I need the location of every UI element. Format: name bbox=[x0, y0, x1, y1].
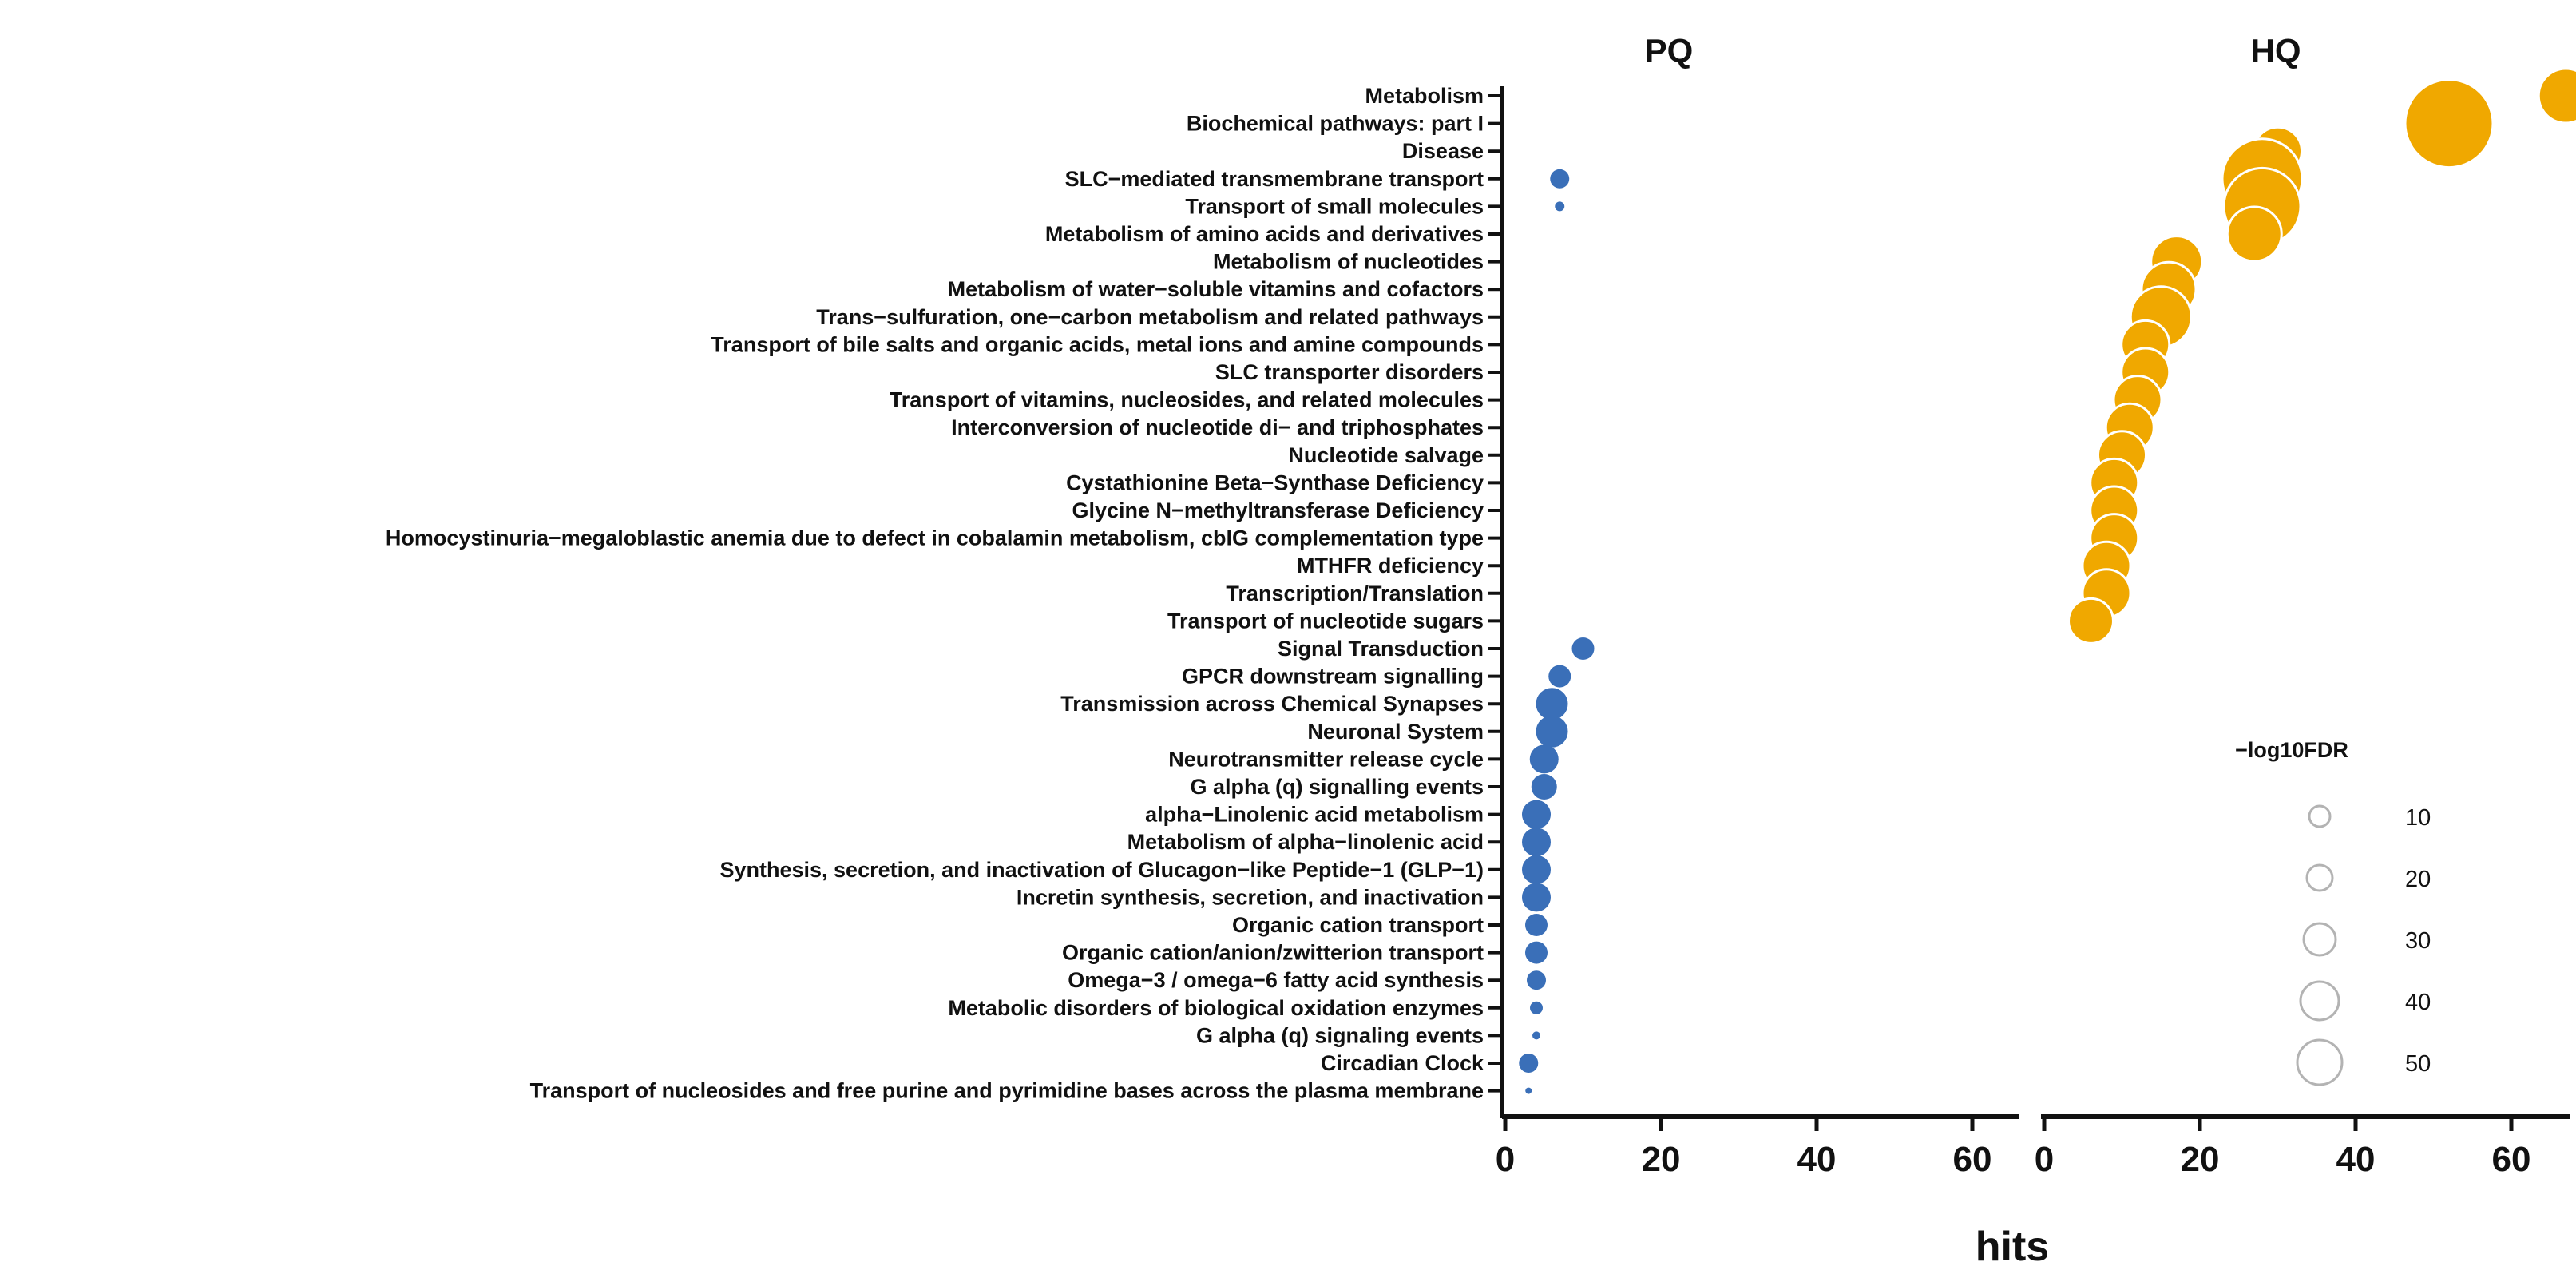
x-tick-label-hq-40: 40 bbox=[2336, 1140, 2376, 1179]
point-pq-31 bbox=[1525, 914, 1548, 936]
point-hq-1 bbox=[2538, 69, 2576, 123]
x-tick-label-pq-60: 60 bbox=[1952, 1140, 1992, 1179]
point-hq-2 bbox=[2405, 80, 2493, 168]
category-label-18: MTHFR deficiency bbox=[1296, 554, 1484, 578]
category-label-11: SLC transporter disorders bbox=[1215, 360, 1484, 384]
category-label-9: Trans−sulfuration, one−carbon metabolism and related pathways bbox=[816, 304, 1484, 329]
category-label-35: G alpha (q) signaling events bbox=[1195, 1023, 1484, 1048]
category-label-1: Metabolism bbox=[1365, 84, 1484, 108]
panel-pq bbox=[1496, 32, 2019, 1179]
x-tick-label-pq-0: 0 bbox=[1495, 1140, 1516, 1179]
legend-label-30: 30 bbox=[2405, 928, 2431, 954]
category-label-4: SLC−mediated transmembrane transport bbox=[1064, 166, 1484, 191]
category-label-20: Transport of nucleotide sugars bbox=[1167, 609, 1484, 633]
point-pq-29 bbox=[1522, 855, 1551, 884]
category-label-26: G alpha (q) signalling events bbox=[1190, 775, 1484, 799]
legend-circle-50 bbox=[2297, 1040, 2342, 1085]
point-pq-26 bbox=[1532, 774, 1557, 800]
category-label-19: Transcription/Translation bbox=[1226, 581, 1484, 605]
category-label-30: Incretin synthesis, secretion, and inactivation bbox=[1016, 885, 1484, 910]
legend-circle-30 bbox=[2304, 923, 2336, 955]
point-pq-21 bbox=[1572, 637, 1595, 660]
point-pq-4 bbox=[1550, 169, 1569, 189]
category-label-16: Glycine N−methyltransferase Deficiency bbox=[1072, 498, 1484, 522]
point-pq-35 bbox=[1532, 1031, 1540, 1039]
legend-circle-20 bbox=[2307, 865, 2332, 891]
legend-label-40: 40 bbox=[2405, 990, 2431, 1015]
category-label-33: Omega−3 / omega−6 fatty acid synthesis bbox=[1068, 968, 1484, 993]
point-pq-30 bbox=[1522, 883, 1551, 911]
legend-circle-40 bbox=[2301, 982, 2339, 1020]
point-pq-32 bbox=[1525, 942, 1548, 964]
point-pq-37 bbox=[1525, 1088, 1532, 1094]
legend-label-20: 20 bbox=[2405, 867, 2431, 892]
category-label-29: Synthesis, secretion, and inactivation of Glucagon−like Peptide−1 (GLP−1) bbox=[719, 857, 1484, 882]
point-pq-33 bbox=[1527, 970, 1546, 990]
category-axis bbox=[1488, 86, 1502, 1118]
size-legend bbox=[2235, 738, 2431, 1085]
category-labels bbox=[386, 84, 1484, 1103]
point-pq-28 bbox=[1522, 828, 1551, 856]
category-label-8: Metabolism of water−soluble vitamins and cofactors bbox=[947, 277, 1484, 302]
category-label-27: alpha−Linolenic acid metabolism bbox=[1145, 802, 1484, 827]
point-hq-6 bbox=[2227, 207, 2281, 261]
category-label-13: Interconversion of nucleotide di− and triphosphates bbox=[951, 415, 1484, 440]
category-label-3: Disease bbox=[1401, 139, 1484, 164]
category-label-25: Neurotransmitter release cycle bbox=[1168, 747, 1484, 772]
point-hq-20 bbox=[2069, 598, 2114, 643]
category-label-17: Homocystinuria−megaloblastic anemia due to defect in cobalamin metabolism, cblG complementation type bbox=[385, 526, 1484, 550]
point-pq-27 bbox=[1522, 800, 1551, 829]
x-tick-label-hq-0: 0 bbox=[2034, 1140, 2055, 1179]
point-pq-23 bbox=[1536, 688, 1568, 720]
x-tick-label-hq-60: 60 bbox=[2491, 1140, 2531, 1179]
category-label-31: Organic cation transport bbox=[1231, 913, 1484, 937]
panel-title-pq: PQ bbox=[1644, 32, 1694, 69]
category-label-14: Nucleotide salvage bbox=[1288, 443, 1484, 467]
category-label-22: GPCR downstream signalling bbox=[1181, 664, 1484, 689]
point-pq-36 bbox=[1519, 1054, 1538, 1073]
panel-title-hq: HQ bbox=[2250, 32, 2301, 69]
legend-circle-10 bbox=[2309, 806, 2330, 827]
category-label-28: Metabolism of alpha−linolenic acid bbox=[1127, 830, 1484, 855]
category-label-5: Transport of small molecules bbox=[1185, 194, 1484, 219]
category-label-6: Metabolism of amino acids and derivatives bbox=[1044, 222, 1484, 246]
legend-label-10: 10 bbox=[2405, 805, 2431, 831]
category-label-37: Transport of nucleosides and free purine and pyrimidine bases across the plasma membrane bbox=[529, 1078, 1484, 1103]
category-label-12: Transport of vitamins, nucleosides, and related molecules bbox=[889, 387, 1484, 412]
x-tick-label-pq-40: 40 bbox=[1797, 1140, 1837, 1179]
category-label-32: Organic cation/anion/zwitterion transport bbox=[1061, 940, 1484, 965]
panel-hq bbox=[2035, 32, 2576, 1179]
category-label-10: Transport of bile salts and organic acids, metal ions and amine compounds bbox=[711, 332, 1484, 357]
category-label-2: Biochemical pathways: part I bbox=[1186, 111, 1484, 136]
category-label-36: Circadian Clock bbox=[1320, 1051, 1484, 1075]
category-label-7: Metabolism of nucleotides bbox=[1212, 249, 1484, 274]
x-tick-label-pq-20: 20 bbox=[1641, 1140, 1681, 1179]
point-pq-34 bbox=[1530, 1002, 1543, 1014]
x-axis-title: hits bbox=[1975, 1224, 2050, 1270]
point-pq-24 bbox=[1536, 716, 1568, 748]
legend-label-50: 50 bbox=[2405, 1051, 2431, 1077]
category-label-24: Neuronal System bbox=[1307, 719, 1484, 744]
point-pq-22 bbox=[1548, 665, 1571, 688]
x-tick-label-hq-20: 20 bbox=[2180, 1140, 2220, 1179]
category-label-15: Cystathionine Beta−Synthase Deficiency bbox=[1066, 470, 1484, 495]
category-label-34: Metabolic disorders of biological oxidation enzymes bbox=[948, 995, 1484, 1020]
category-label-21: Signal Transduction bbox=[1277, 637, 1484, 661]
point-pq-5 bbox=[1555, 201, 1564, 211]
legend-title: −log10FDR bbox=[2235, 738, 2348, 762]
category-label-23: Transmission across Chemical Synapses bbox=[1060, 692, 1484, 716]
point-pq-25 bbox=[1530, 744, 1559, 773]
